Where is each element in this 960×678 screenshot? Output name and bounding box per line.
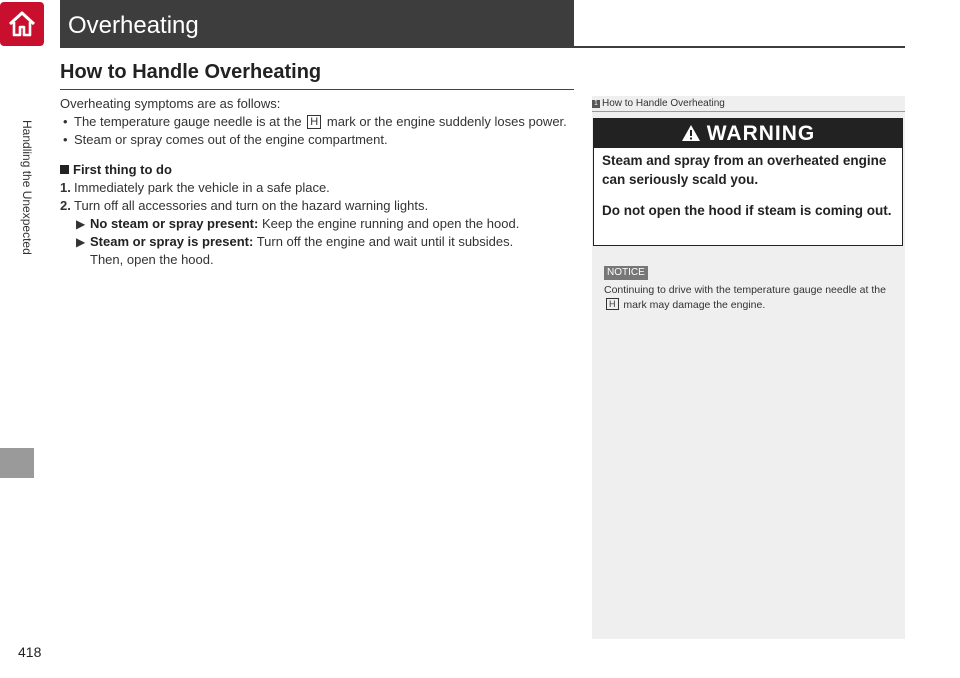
sidebar-title: 1 How to Handle Overheating (592, 96, 905, 112)
gauge-h-key: H (606, 298, 619, 310)
chapter-title-bar (60, 0, 574, 46)
notice-badge: NOTICE (604, 266, 648, 280)
page-title: Overheating (68, 12, 199, 39)
first-thing-heading: First thing to do (60, 161, 574, 179)
warning-box (593, 118, 903, 246)
warning-header: WARNING (594, 119, 902, 148)
notice-text: Continuing to drive with the temperature gauge needle at the H mark may damage the engine. (604, 284, 886, 311)
page-number: 418 (18, 644, 42, 660)
section-side-label: Handling the Unexpected (20, 120, 34, 255)
home-icon (6, 8, 38, 40)
warning-text: Steam and spray from an overheated engine can seriously scald you. (602, 153, 887, 187)
symptom-item: • The temperature gauge needle is at the H mark or the engine suddenly loses power. (60, 113, 574, 131)
reference-badge: 1 (592, 100, 600, 108)
warning-triangle-icon (681, 124, 701, 142)
section-tab (0, 448, 34, 478)
step-item: 1. Immediately park the vehicle in a safe place. (60, 180, 330, 195)
step-item: 2. Turn off all accessories and turn on the hazard warning lights. (60, 198, 429, 213)
intro-text: Overheating symptoms are as follows: (60, 96, 281, 111)
case-continuation: Then, open the hood. (90, 252, 214, 267)
sidebar-notes (592, 96, 905, 639)
gauge-h-key: H (307, 115, 321, 129)
title-underline (60, 46, 905, 48)
arrow-right-icon: ▶ (76, 235, 86, 249)
heading-rule (60, 89, 574, 90)
main-body (60, 95, 574, 269)
case-item: ▶ Steam or spray is present: Turn off the engine and wait until it subsides. (76, 234, 514, 249)
arrow-right-icon: ▶ (76, 217, 86, 231)
square-bullet-icon (60, 165, 69, 174)
symptom-item: • Steam or spray comes out of the engine compartment. (60, 131, 574, 149)
home-button[interactable] (0, 2, 44, 46)
case-item: ▶ No steam or spray present: Keep the engine running and open the hood. (76, 216, 520, 231)
warning-text: Do not open the hood if steam is coming out. (602, 203, 892, 218)
section-heading: How to Handle Overheating (60, 61, 322, 83)
